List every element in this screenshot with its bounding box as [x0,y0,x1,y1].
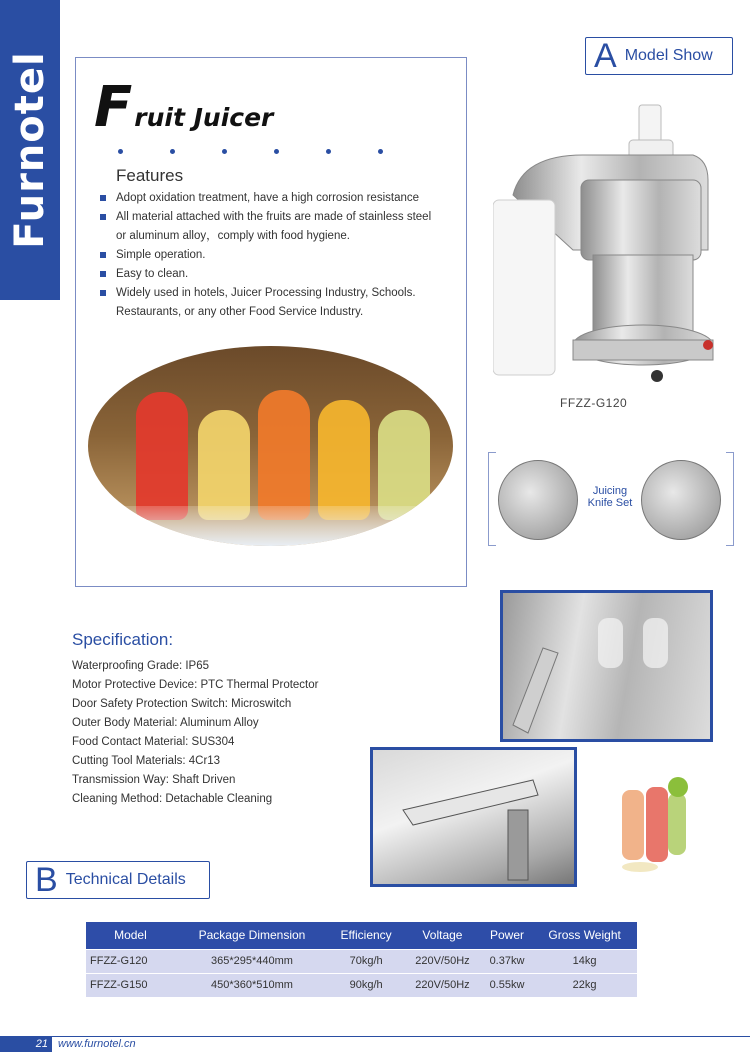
title-initial: F [94,75,133,140]
table-header-row [86,922,637,949]
knife-set-panel [488,452,734,546]
column-header: Voltage [403,922,482,949]
drink-glass [318,400,370,520]
spec-item: Cleaning Method: Detachable Cleaning [72,793,273,805]
table-cell: 14kg [532,949,637,973]
section-a-header [585,37,733,75]
features-heading: Features [116,166,184,185]
page-number: 21 [0,1036,52,1052]
fruit-drinks-photo [88,346,453,546]
spec-item: Food Contact Material: SUS304 [72,736,235,748]
spec-item: Motor Protective Device: PTC Thermal Protector [72,679,319,691]
table-cell: 450*360*510mm [175,973,329,997]
section-label: Model Show [624,47,713,64]
spec-item: Transmission Way: Shaft Driven [72,774,236,786]
brand-logo: Furnotel [7,51,53,249]
model-caption: FFZZ-G120 [560,396,628,410]
table-cell: 22kg [532,973,637,997]
drink-glass [198,410,250,520]
smoothie-glasses-image [600,765,696,875]
drink-glass [258,390,310,520]
table-cell: 90kg/h [329,973,403,997]
feature-item: All material attached with the fruits are made of stainless steel or aluminum alloy，comply with food hygiene. [98,208,443,246]
feature-item: Easy to clean. [98,265,443,284]
column-header: Gross Weight [532,922,637,949]
feature-item: Adopt oxidation treatment, have a high corrosion resistance [98,189,443,208]
table-cell: 0.37kw [482,949,532,973]
table-cell: 220V/50Hz [403,949,482,973]
feature-item: Simple operation. [98,246,443,265]
feature-item: Widely used in hotels, Juicer Processing Industry, Schools. Restaurants, or any other Food Service Industry. [98,284,443,322]
column-header: Model [86,922,175,949]
spec-item: Cutting Tool Materials: 4Cr13 [72,755,221,767]
table-cell: 220V/50Hz [403,973,482,997]
juicer-detail-photo [500,590,713,742]
knife-set-label: Juicing Knife Set [587,485,633,509]
spec-item: Outer Body Material: Aluminum Alloy [72,717,259,729]
title-rest: ruit Juicer [134,103,274,132]
ice-bed [88,506,453,546]
drink-glass [378,410,430,520]
table-cell: FFZZ-G120 [86,949,175,973]
section-label: Technical Details [65,871,186,888]
section-letter: A [594,37,617,75]
decorative-dots [118,149,383,154]
table-cell: 0.55kw [482,973,532,997]
product-title [94,75,274,140]
specification-heading: Specification: [72,630,174,649]
specification-list [72,657,318,809]
spec-item: Door Safety Protection Switch: Microswitch [72,698,292,710]
table-row [86,973,637,997]
table-row [86,949,637,973]
table-cell: FFZZ-G150 [86,973,175,997]
section-letter: B [35,861,58,899]
table-cell: 70kg/h [329,949,403,973]
column-header: Efficiency [329,922,403,949]
technical-details-table [86,922,637,997]
section-b-header [26,861,210,899]
column-header: Power [482,922,532,949]
table-cell: 365*295*440mm [175,949,329,973]
cutter-disc-image [498,460,578,540]
latch-detail-photo [370,747,577,887]
juicer-product-image [493,100,723,385]
product-intro-box [75,57,467,587]
features-list [98,189,443,322]
spec-item: Waterproofing Grade: IP65 [72,660,210,672]
column-header: Package Dimension [175,922,329,949]
footer-url[interactable]: www.furnotel.cn [58,1038,136,1050]
cutter-disc-image [641,460,721,540]
drink-glass [136,392,188,520]
brand-bar [0,0,60,300]
